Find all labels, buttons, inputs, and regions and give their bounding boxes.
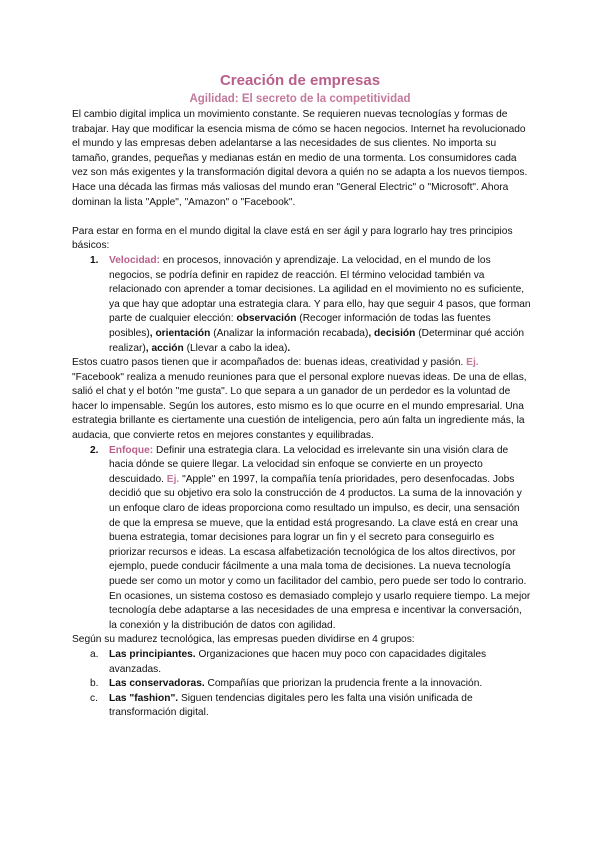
enfoque-example-text: "Apple" en 1997, la compañía tenía prioridades, pero desenfocadas. Jobs decidió que su objetivo era solo la construcción de 4 productos. La suma de la innovación y un enfoque claro de ideas proporciona como resultado un impulso, es decir, una sensación de que la empresa se mueve, que la entidad está progresando. La clave está en crear una buena estrategia, tomar decisiones para lograr un fin y el secreto para conseguirlo es priorizar recursos e ideas. La escasa alfabetización tecnológica de los altos directivos, por ejemplo, puede conducir fácilmente a una mala toma de decisiones. La nueva tecnología puede ser como un motor y como un facilitador del cambio, pero puede ser todo lo contrario. En ocasiones, un sistema costoso es demasiado complejo y usarlo requiere tiempo. La mejor tecnología debe adaptarse a las necesidades de una empresa e incentivar la conversación, la conexión y la distribución de datos con agilidad. xyxy=(109,473,531,631)
step-separator: , xyxy=(368,327,375,339)
groups-intro: Según su madurez tecnológica, las empresas pueden dividirse en 4 grupos: xyxy=(72,634,415,646)
list-item-group xyxy=(90,648,532,677)
example-label: Ej. xyxy=(166,473,180,485)
steps-text: Estos cuatro pasos tienen que ir acompañados de: buenas ideas, creatividad y pasión. xyxy=(72,357,467,369)
group-desc: Compañías que priorizan la prudencia frente a la innovación. xyxy=(204,678,483,690)
groups-list xyxy=(72,648,532,721)
group-name: Las conservadoras. xyxy=(109,678,205,690)
document-subtitle: Agilidad: El secreto de la competitividad xyxy=(189,93,411,105)
step-separator: , xyxy=(149,327,156,339)
enfoque-text: Definir una estrategia clara. La velocidad es irrelevante sin una visión clara de hacia dónde se quiere llegar. La velocidad sin enfoque se convierte en un proyecto descuidado. xyxy=(109,444,509,485)
list-marker: c. xyxy=(90,692,98,704)
intro-paragraph: El cambio digital implica un movimiento constante. Se requieren nuevas tecnologías y formas de trabajar. Hay que modificar la esencia misma de cómo se hacen negocios. Internet ha revolucionado el mundo y las empresas deben adelantarse a las necesidades de sus clientes. No importa su tamaño, grandes, pequeñas y medianas están en medio de una tormenta. Los consumidores cada vez son más exigentes y la transformación digital devora a quién no se adapta a los nuevos tiempos. Hace una década las firmas más valiosas del mundo eran "General Electric" o "Microsoft". Ahora dominan la lista "Apple", "Amazon" o "Facebook". xyxy=(72,109,528,208)
list-marker: b. xyxy=(90,678,99,690)
enfoque-heading: Enfoque: xyxy=(109,444,154,456)
example-label: Ej. xyxy=(466,357,479,369)
step-accion-desc: (Llevar a cabo la idea) xyxy=(183,342,288,354)
document-body xyxy=(72,108,532,721)
list-marker: 2. xyxy=(90,444,99,456)
step-decision: decisión xyxy=(374,327,416,339)
velocidad-heading: Velocidad: xyxy=(109,254,160,266)
steps-example-text: "Facebook" realiza a menudo reuniones para que el personal explore nuevas ideas. De una de ellas, salió el chat y el botón "me gusta". Lo que separa a un ganador de un perdedor es la voluntad de hacer lo impensable. Según los autores, esto mismo es lo que ocurre en el mundo empresarial. Una estrategia brillante es ciertamente una cuestión de inteligencia, pero aún falta un ingrediente más, la audacia, que convierte retos en mejores constantes y equilibradas. xyxy=(72,371,527,442)
list-marker: 1. xyxy=(90,254,99,266)
step-separator: , xyxy=(145,342,152,354)
step-orientacion: orientación xyxy=(155,327,211,339)
velocidad-text: en procesos, innovación y aprendizaje. La velocidad, en el mundo de los negocios, se podría definir en rapidez de reacción. El término velocidad también va relacionado con aprender a tomar decisiones. La agilidad en el movimiento no es suficiente, ya que hay que adoptar una estrategia clara. Y para ello, hay que seguir 4 pasos, que forman parte de cualquier elección: xyxy=(109,254,531,325)
step-accion: acción xyxy=(151,342,184,354)
principles-intro: Para estar en forma en el mundo digital la clave está en ser ágil y para lograrlo hay tres principios básicos: xyxy=(72,225,513,252)
list-item-enfoque xyxy=(90,444,532,634)
list-marker: a. xyxy=(90,648,99,660)
step-observacion-desc: (Recoger información de todas las fuentes posibles) xyxy=(109,313,491,339)
list-item-velocidad xyxy=(90,254,532,356)
document-title: Creación de empresas xyxy=(219,72,381,89)
principles-list-continued xyxy=(72,444,532,634)
group-name: Las principiantes. xyxy=(109,648,196,660)
principles-list xyxy=(72,254,532,356)
list-item-group xyxy=(90,692,532,721)
step-observacion: observación xyxy=(236,313,297,325)
step-decision-desc: (Determinar qué acción realizar) xyxy=(109,327,525,354)
steps-paragraph xyxy=(72,356,532,444)
list-item-group xyxy=(90,677,532,692)
group-desc: Organizaciones que hacen muy poco con capacidades digitales avanzadas. xyxy=(109,648,487,675)
group-desc: Siguen tendencias digitales pero les falta una visión unificada de transformación digital. xyxy=(109,692,473,719)
group-name: Las "fashion". xyxy=(109,692,179,704)
paragraph-gap xyxy=(72,210,532,225)
step-end: . xyxy=(287,342,291,354)
step-orientacion-desc: (Analizar la información recabada) xyxy=(210,327,369,339)
